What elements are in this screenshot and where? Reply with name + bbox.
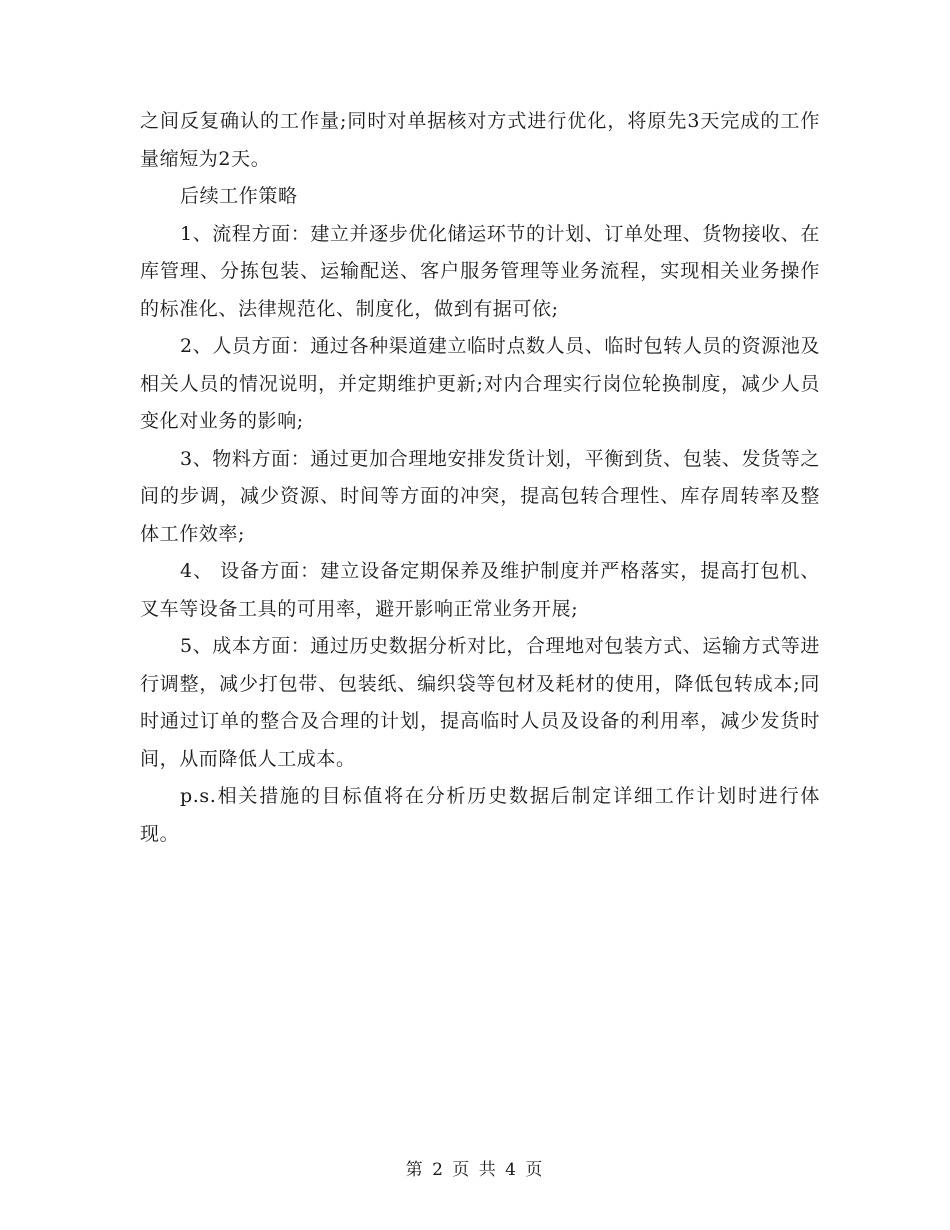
document-body [140,103,820,853]
paragraph-note: p.s.相关措施的目标值将在分析历史数据后制定详细工作计划时进行体现。 [140,785,820,845]
section-heading: 后续工作策略 [180,185,298,207]
page-footer: 第 2 页 共 4 页 [405,1160,545,1180]
paragraph-personnel: 2、人员方面：通过各种渠道建立临时点数人员、临时包转人员的资源池及相关人员的情况说明，并定期维护更新;对内合理实行岗位轮换制度，减少人员变化对业务的影响; [140,335,820,432]
paragraph-materials: 3、物料方面：通过更加合理地安排发货计划，平衡到货、包装、发货等之间的步调，减少资源、时间等方面的冲突，提高包转合理性、库存周转率及整体工作效率; [140,447,820,545]
paragraph-equipment: 4、 设备方面：建立设备定期保养及维护制度并严格落实，提高打包机、叉车等设备工具的可用率，避开影响正常业务开展; [140,560,820,620]
paragraph-continuation: 之间反复确认的工作量;同时对单据核对方式进行优化，将原先3天完成的工作量缩短为2天。 [140,110,820,170]
paragraph-process: 1、流程方面：建立并逐步优化储运环节的计划、订单处理、货物接收、在库管理、分拣包装、运输配送、客户服务管理等业务流程，实现相关业务操作的标准化、法律规范化、制度化，做到有据可依; [140,222,820,320]
paragraph-cost: 5、成本方面：通过历史数据分析对比，合理地对包装方式、运输方式等进行调整，减少打包带、包装纸、编织袋等包材及耗材的使用，降低包转成本;同时通过订单的整合及合理的计划，提高临时人员及设备的利用率，减少发货时间，从而降低人工成本。 [140,635,820,770]
